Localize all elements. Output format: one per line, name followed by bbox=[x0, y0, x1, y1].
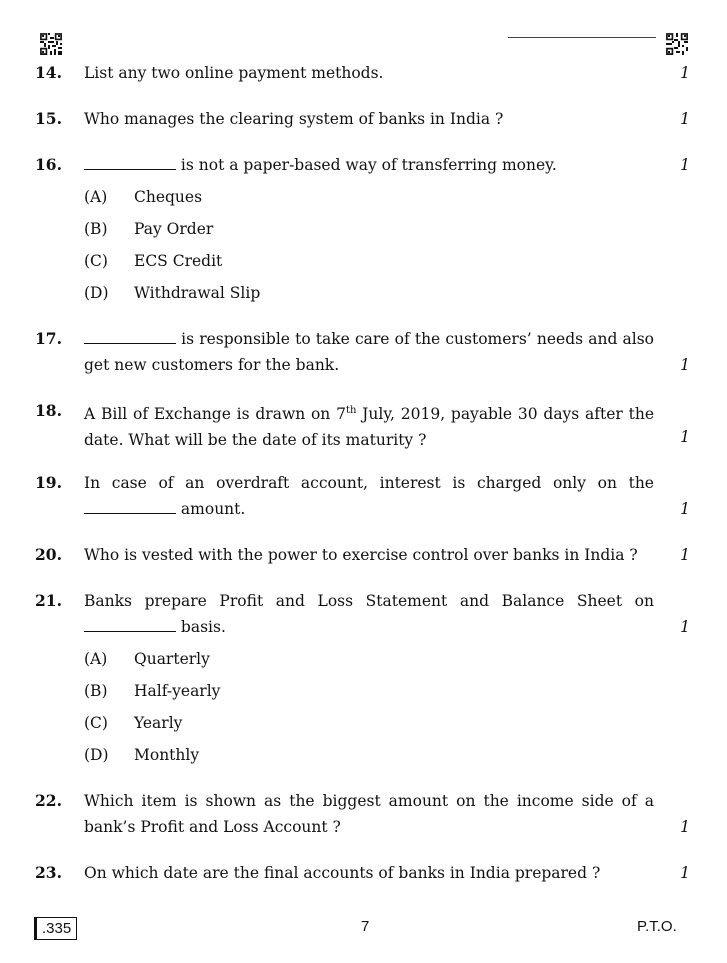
question-text: is not a paper-based way of transferring money. bbox=[84, 152, 654, 178]
question-number: 22. bbox=[35, 791, 62, 810]
question-text: Who is vested with the power to exercise control over banks in India ? bbox=[84, 546, 638, 564]
marks: 1 bbox=[680, 546, 690, 564]
marks: 1 bbox=[680, 818, 690, 836]
question-text: Who manages the clearing system of banks in India ? bbox=[84, 110, 504, 128]
marks: 1 bbox=[680, 356, 690, 374]
option-c: (C) Yearly bbox=[84, 714, 183, 732]
question-number: 20. bbox=[35, 545, 62, 564]
marks: 1 bbox=[680, 500, 690, 518]
question-text: get new customers for the bank. bbox=[84, 356, 340, 374]
page-number: 7 bbox=[361, 918, 370, 935]
answer-blank bbox=[84, 155, 176, 170]
question-text: In case of an overdraft account, interest is charged only on the bbox=[84, 474, 654, 492]
question-number: 18. bbox=[35, 401, 62, 420]
answer-blank bbox=[84, 329, 176, 344]
marks: 1 bbox=[680, 156, 690, 174]
pto-label: P.T.O. bbox=[637, 918, 677, 935]
marks: 1 bbox=[680, 864, 690, 882]
question-text: Which item is shown as the biggest amount on the income side of a bbox=[84, 792, 654, 810]
question-number: 16. bbox=[35, 155, 62, 174]
question-text: is responsible to take care of the customers’ needs and also bbox=[84, 326, 654, 352]
question-number: 23. bbox=[35, 863, 62, 882]
header-rule bbox=[508, 37, 656, 38]
paper-code: .335 bbox=[34, 917, 77, 940]
question-number: 14. bbox=[35, 63, 62, 82]
marks: 1 bbox=[680, 618, 690, 636]
option-b: (B) Pay Order bbox=[84, 220, 214, 238]
question-number: 15. bbox=[35, 109, 62, 128]
question-text: List any two online payment methods. bbox=[84, 64, 384, 82]
qr-code-icon bbox=[666, 33, 688, 55]
question-number: 17. bbox=[35, 329, 62, 348]
question-text: Banks prepare Profit and Loss Statement and Balance Sheet on bbox=[84, 592, 654, 610]
question-text: On which date are the final accounts of banks in India prepared ? bbox=[84, 864, 601, 882]
qr-code-icon bbox=[40, 33, 62, 55]
answer-blank bbox=[84, 617, 176, 632]
option-b: (B) Half-yearly bbox=[84, 682, 221, 700]
marks: 1 bbox=[680, 428, 690, 446]
marks: 1 bbox=[680, 110, 690, 128]
question-text: A Bill of Exchange is drawn on 7th July, 2019, payable 30 days after the bbox=[84, 405, 654, 424]
question-text: bank’s Profit and Loss Account ? bbox=[84, 818, 341, 836]
marks: 1 bbox=[680, 64, 690, 82]
option-a: (A) Quarterly bbox=[84, 650, 210, 668]
option-a: (A) Cheques bbox=[84, 188, 203, 206]
option-d: (D) Monthly bbox=[84, 746, 200, 764]
question-number: 21. bbox=[35, 591, 62, 610]
option-d: (D) Withdrawal Slip bbox=[84, 284, 261, 302]
question-text: basis. bbox=[84, 614, 654, 640]
question-text: amount. bbox=[84, 496, 654, 522]
question-number: 19. bbox=[35, 473, 62, 492]
question-text: date. What will be the date of its maturity ? bbox=[84, 431, 427, 450]
answer-blank bbox=[84, 499, 176, 514]
option-c: (C) ECS Credit bbox=[84, 252, 223, 270]
